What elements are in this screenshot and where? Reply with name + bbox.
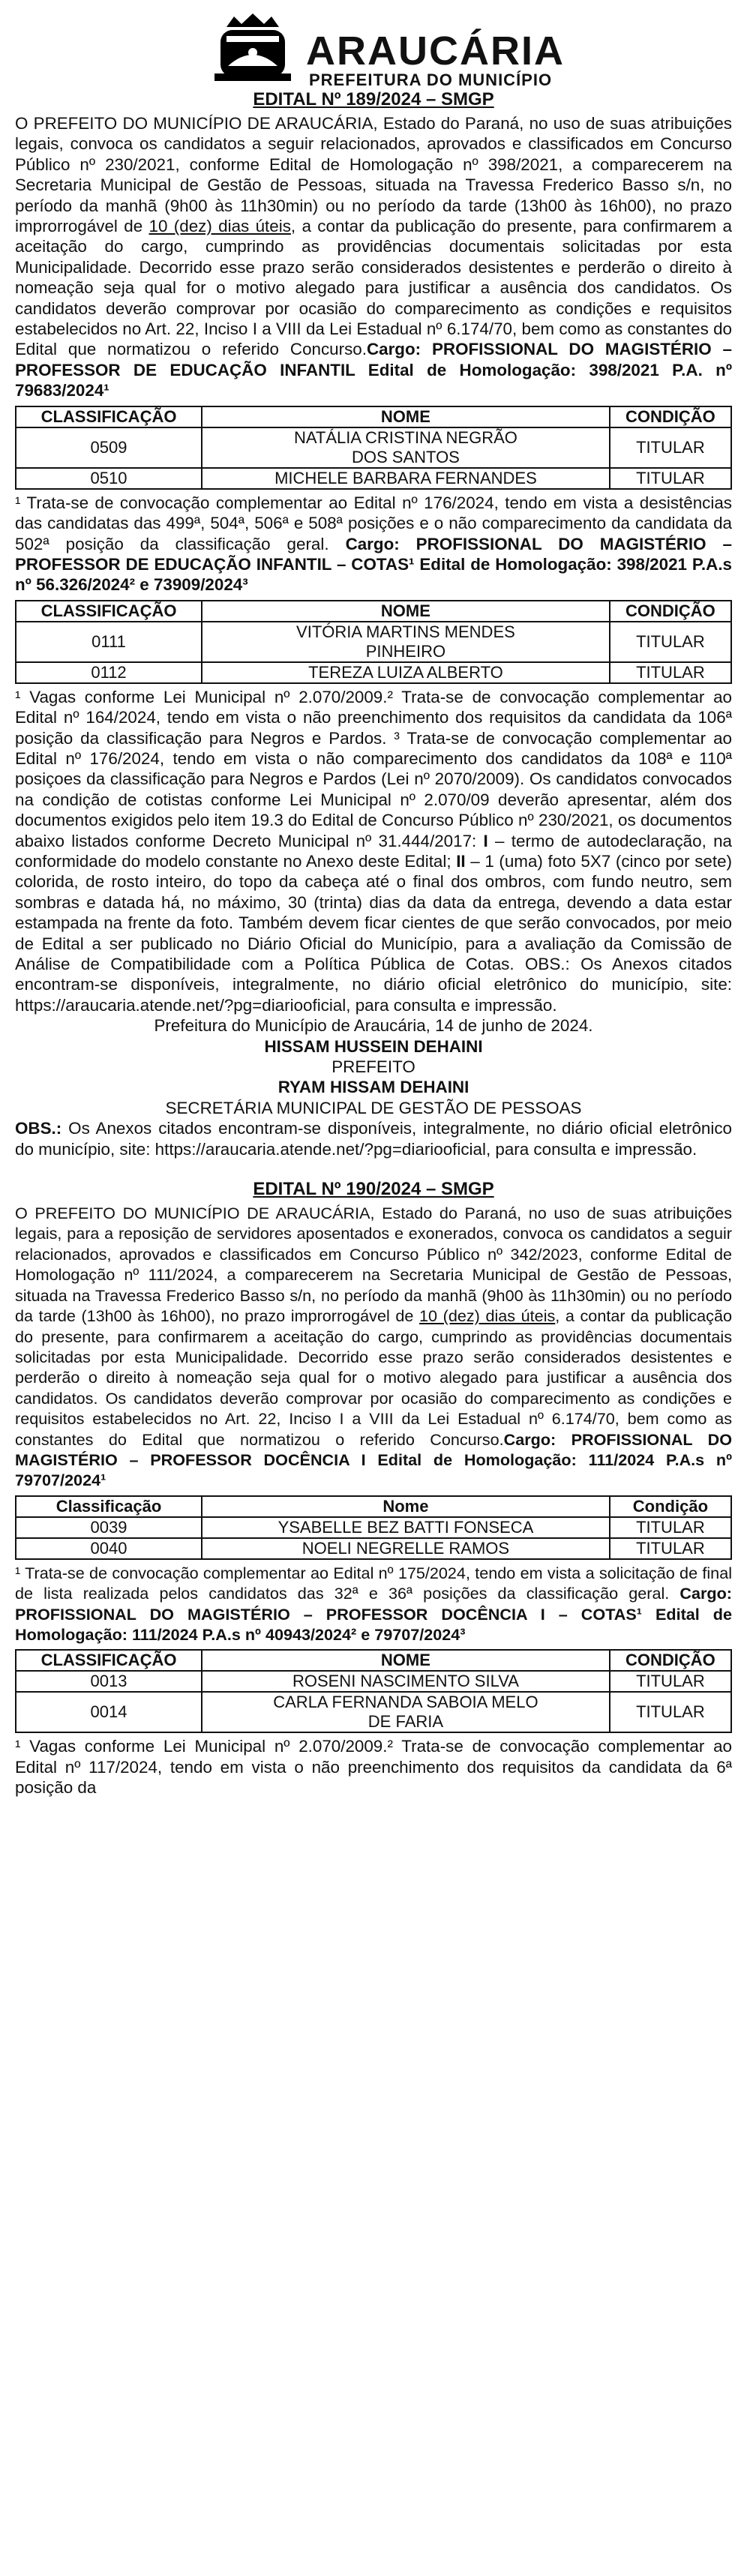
cell-name: MICHELE BARBARA FERNANDES xyxy=(202,468,610,489)
signatory-name: RYAM HISSAM DEHAINI xyxy=(278,1078,470,1097)
cargo-heading: Cargo: PROFISSIONAL DO MAGISTÉRIO – PROFESSOR DE EDUCAÇÃO INFANTIL Edital de Homologação: 398/2021 P.A. nº 79683/2024¹ xyxy=(15,340,733,400)
cell-classification: 0112 xyxy=(16,662,202,683)
cell-name: VITÓRIA MARTINS MENDES PINHEIRO xyxy=(202,622,610,662)
roman-numeral: I xyxy=(483,831,488,850)
edital-190-table-2 xyxy=(15,1649,732,1733)
table-row xyxy=(16,427,731,468)
signatory-name: HISSAM HUSSEIN DEHAINI xyxy=(264,1036,483,1056)
table-header-row xyxy=(16,601,731,622)
column-header: CLASSIFICAÇÃO xyxy=(16,601,202,622)
edital-189-table-1 xyxy=(15,406,732,490)
obs-text: Os Anexos citados encontram-se disponíveis, integralmente, no diário oficial eletrônico do município, site: https://araucaria.atende.net/?pg=diariooficial, para consulta e impressão. xyxy=(15,1119,732,1159)
roman-numeral: II xyxy=(456,851,466,871)
footnote xyxy=(15,687,732,1016)
column-header: CLASSIFICAÇÃO xyxy=(16,1650,202,1671)
footnote-text: ¹ Trata-se de convocação complementar ao Edital nº 176/2024, tendo em vista a desistências das candidatas das 499ª, 504ª, 506ª e 508ª posições e o não comparecimento da candidata da 502ª posição da classificação geral. xyxy=(15,493,732,553)
signatory-role: PREFEITO xyxy=(332,1057,416,1077)
cell-classification: 0040 xyxy=(16,1538,202,1559)
cell-classification: 0509 xyxy=(16,427,202,468)
cell-name: NATÁLIA CRISTINA NEGRÃO DOS SANTOS xyxy=(202,427,610,468)
cell-condition: TITULAR xyxy=(610,1538,731,1559)
table-row xyxy=(16,1671,731,1692)
table-row xyxy=(16,468,731,489)
body-text: , a contar da publicação do presente, para confirmarem a aceitação do cargo, cumprindo as providências documentais solicitadas por esta Municipalidade. Decorrido esse prazo serão considerados desistentes e perderão o direito à nomeação seja qual for o motivo alegado para justificar a ausência dos candidatos. Os candidatos deverão comprovar por ocasião do comparecimento as condições e requisitos estabelecidos no Art. 22, Inciso I a VIII da Lei Estadual nº 6.174/70, bem como as constantes do Edital que normatizou o referido Concurso. xyxy=(15,217,732,359)
body-text: O PREFEITO DO MUNICÍPIO DE ARAUCÁRIA, Estado do Paraná, no uso de suas atribuições legais, para a reposição de servidores aposentados e exonerados, convoca os candidatos a seguir relacionados, aprovados e classificados em Concurso Público nº 342/2023, conforme Edital de Homologação nº 111/2024, a comparecerem na Secretaria Municipal de Gestão de Pessoas, situada na Travessa Frederico Basso s/n, no período da manhã (9h00 às 11h30min) ou no período da tarde (13h00 às 16h00), no prazo improrrogável de xyxy=(15,1204,732,1326)
brand xyxy=(306,28,565,90)
table-header-row xyxy=(16,406,731,427)
cell-classification: 0510 xyxy=(16,468,202,489)
column-header: NOME xyxy=(202,601,610,622)
brand-subtitle: PREFEITURA DO MUNICÍPIO xyxy=(309,70,553,89)
cell-condition: TITULAR xyxy=(610,662,731,683)
cell-name: NOELI NEGRELLE RAMOS xyxy=(202,1538,610,1559)
column-header: CONDIÇÃO xyxy=(610,601,731,622)
footnote xyxy=(15,493,732,595)
body-text: O PREFEITO DO MUNICÍPIO DE ARAUCÁRIA, Estado do Paraná, no uso de suas atribuições legais, convoca os candidatos a seguir relacionados, aprovados e classificados em Concurso Público nº 230/2021, conforme Edital de Homologação nº 398/2021, a comparecerem na Secretaria Municipal de Gestão de Pessoas, situada na Travessa Frederico Basso s/n, no período da manhã (9h00 às 11h30min) ou no período da tarde (13h00 às 16h00), no prazo improrrogável de xyxy=(15,114,732,236)
table-row xyxy=(16,1692,731,1732)
table-row xyxy=(16,662,731,683)
column-header: CONDIÇÃO xyxy=(610,1650,731,1671)
column-header: Condição xyxy=(610,1496,731,1517)
column-header: CLASSIFICAÇÃO xyxy=(16,406,202,427)
footnote-text: ¹ Vagas conforme Lei Municipal nº 2.070/2009.² Trata-se de convocação complementar ao Edital nº 164/2024, tendo em vista o não preenchimento dos requisitos da candidata da 106ª posição da classificação para Negros e Pardos. ³ Trata-se de convocação complementar ao Edital nº 176/2024, tendo em vista o não comparecimento dos candidatos da 108ª e 110ª posiçoes da classificação para Negros e Pardos (Lei nº 2070/2009). Os candidatos convocados na condição de cotistas conforme Lei Municipal nº 2.070/09 deverão apresentar, além dos documentos exigidos pelo item 19.3 do Edital de Concurso Público nº 230/2021, os documentos abaixo listados conforme Decreto Municipal nº 31.444/2017: xyxy=(15,687,732,850)
column-header: Classificação xyxy=(16,1496,202,1517)
column-header: NOME xyxy=(202,1650,610,1671)
column-header: Nome xyxy=(202,1496,610,1517)
table-row xyxy=(16,622,731,662)
cargo-heading: Cargo: PROFISSIONAL DO MAGISTÉRIO – PROFESSOR DOCÊNCIA I Edital de Homologação: 111/2024 P.A.s nº 79707/2024¹ xyxy=(15,1429,732,1490)
table-row xyxy=(16,1538,731,1559)
column-header: NOME xyxy=(202,406,610,427)
cell-condition: TITULAR xyxy=(610,1671,731,1692)
table-row xyxy=(16,1517,731,1538)
footnote-text: – 1 (uma) foto 5X7 (cinco por sete) colorida, de rosto inteiro, do topo da cabeça até o final dos ombros, com fundo neutro, sem sombras e datada há, no máximo, 30 (trinta) dias da data da entrega, devendo a data estar estampada na frente da foto. Também devem ficar cientes de que serão convocados, por meio de Edital a ser publicado no Diário Oficial do Município, para a avaliação da Comissão de Análise de Compatibilidade com a Política Pública de Cotas. OBS.: Os Anexos citados encontram-se disponíveis, integralmente, no diário oficial eletrônico do município, site: https://araucaria.atende.net/?pg=diariooficial, para consulta e impressão. xyxy=(15,851,732,1015)
cell-classification: 0013 xyxy=(16,1671,202,1692)
edital-190 xyxy=(15,1179,732,1798)
cell-name: TEREZA LUIZA ALBERTO xyxy=(202,662,610,683)
cell-classification: 0039 xyxy=(16,1517,202,1538)
cell-condition: TITULAR xyxy=(610,468,731,489)
cell-name: YSABELLE BEZ BATTI FONSECA xyxy=(202,1517,610,1538)
deadline-text: 10 (dez) dias úteis xyxy=(419,1306,556,1326)
newspaper-page xyxy=(15,0,732,1798)
cell-condition: TITULAR xyxy=(610,427,731,468)
cell-classification: 0111 xyxy=(16,622,202,662)
edital-189-table-2 xyxy=(15,600,732,684)
edital-190-table-1 xyxy=(15,1495,732,1560)
table-header-row xyxy=(16,1496,731,1517)
edital-189 xyxy=(15,89,732,1159)
signatory-role: SECRETÁRIA MUNICIPAL DE GESTÃO DE PESSOAS xyxy=(165,1098,582,1117)
deadline-text: 10 (dez) dias úteis xyxy=(148,217,291,236)
edital-190-title: EDITAL Nº 190/2024 – SMGP xyxy=(253,1179,494,1200)
footnote-text: – termo de autodeclaração, na conformidade do modelo constante no Anexo deste Edital; xyxy=(15,831,732,871)
cell-condition: TITULAR xyxy=(610,1692,731,1732)
masthead xyxy=(15,0,732,89)
footnote: ¹ Vagas conforme Lei Municipal nº 2.070/2009.² Trata-se de convocação complementar ao Edital nº 117/2024, tendo em vista o não preenchimento dos requisitos da candidata da 6ª posição da xyxy=(15,1737,732,1798)
cell-condition: TITULAR xyxy=(610,622,731,662)
body-text: , a contar da publicação do presente, para confirmarem a aceitação do cargo, cumprindo as providências documentais solicitadas por esta Municipalidade. Decorrido esse prazo serão considerados desistentes e perderão o direito à nomeação seja qual for o motivo alegado para justificar a ausência dos candidatos. Os candidatos deverão comprovar por ocasião do comparecimento as condições e requisitos estabelecidos no Art. 22, Inciso I a VIII da Lei Estadual nº 6.174/70, bem como as constantes do Edital que normatizou o referido Concurso. xyxy=(15,1306,733,1449)
obs-label: OBS.: xyxy=(15,1119,62,1138)
cell-name: CARLA FERNANDA SABOIA MELO DE FARIA xyxy=(202,1692,610,1732)
place-date: Prefeitura do Município de Araucária, 14 de junho de 2024. xyxy=(154,1016,593,1036)
cell-condition: TITULAR xyxy=(610,1517,731,1538)
brand-name: ARAUCÁRIA xyxy=(306,28,565,73)
table-header-row xyxy=(16,1650,731,1671)
edital-189-title: EDITAL Nº 189/2024 – SMGP xyxy=(253,89,494,109)
footnote xyxy=(15,1563,732,1645)
cell-classification: 0014 xyxy=(16,1692,202,1732)
footnote-text: ¹ Trata-se de convocação complementar ao Edital nº 175/2024, tendo em vista a solicitação de final de lista realizada pelos candidatos das 32ª e 36ª posições da classificação geral. xyxy=(15,1563,732,1603)
cargo-heading: Cargo: PROFISSIONAL DO MAGISTÉRIO – PROFESSOR DE EDUCAÇÃO INFANTIL – COTAS¹ Edital de Homologação: 398/2021 P.A.s nº 56.326/2024² e 73909/2024³ xyxy=(15,534,732,595)
edital-190-body xyxy=(15,1203,732,1491)
obs-note xyxy=(15,1118,732,1159)
cargo-heading: Cargo: PROFISSIONAL DO MAGISTÉRIO – PROFESSOR DOCÊNCIA I – COTAS¹ Edital de Homologação: 111/2024 P.A.s nº 40943/2024² e 79707/2024³ xyxy=(15,1584,732,1644)
column-header: CONDIÇÃO xyxy=(610,406,731,427)
edital-189-body xyxy=(15,113,732,401)
cell-name: ROSENI NASCIMENTO SILVA xyxy=(202,1671,610,1692)
araucaria-coat-of-arms-icon xyxy=(212,13,294,82)
